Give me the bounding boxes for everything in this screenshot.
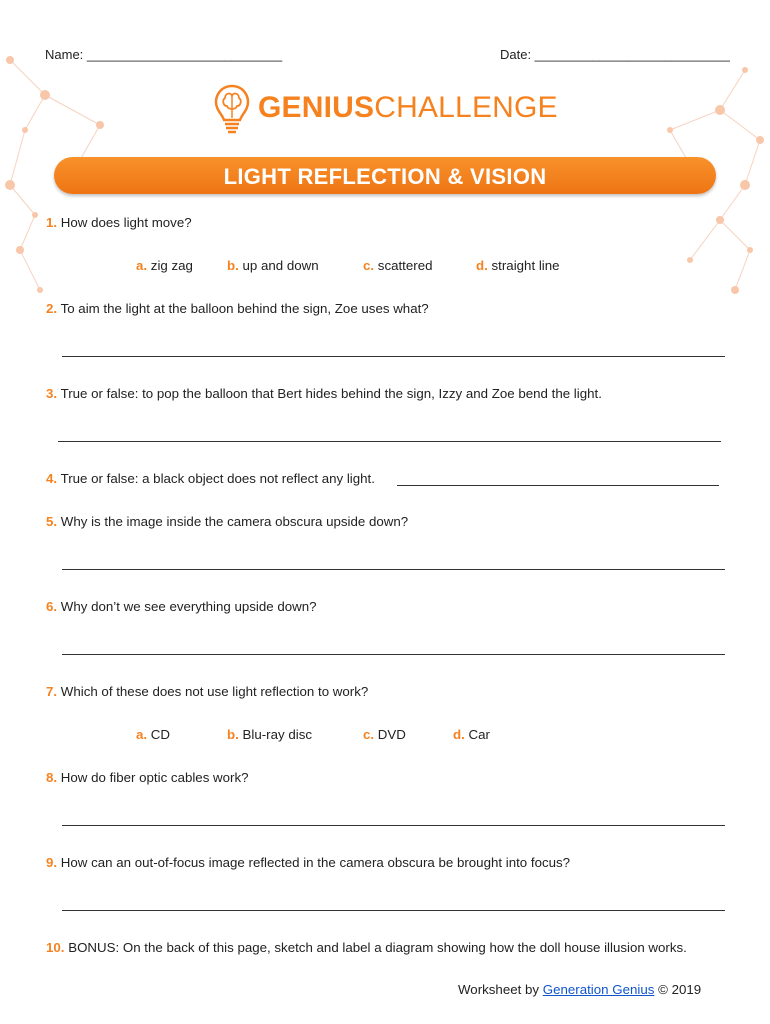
question-10: 10. BONUS: On the back of this page, sketch and label a diagram showing how the doll house illusion works. (46, 940, 687, 955)
question-5: 5. Why is the image inside the camera obscura upside down? (46, 514, 409, 529)
name-field[interactable]: Name: ___________________________ (45, 47, 283, 62)
answer-line-3[interactable] (58, 441, 721, 442)
answer-line-5[interactable] (62, 569, 725, 570)
question-3: 3. True or false: to pop the balloon that Bert hides behind the sign, Izzy and Zoe bend the light. (46, 386, 602, 401)
footer-credit: Worksheet by Generation Genius © 2019 (458, 982, 702, 997)
q7-option-c[interactable]: c. DVD (363, 727, 406, 742)
q7-option-d[interactable]: d. Car (453, 727, 490, 742)
answer-line-6[interactable] (62, 654, 725, 655)
worksheet-title: LIGHT REFLECTION & VISION (223, 164, 547, 189)
title-banner (54, 157, 716, 194)
lightbulb-brain-icon (214, 84, 250, 136)
q1-option-b[interactable]: b. up and down (227, 258, 319, 273)
answer-line-9[interactable] (62, 910, 725, 911)
question-7: 7. Which of these does not use light reflection to work? (46, 684, 369, 699)
q1-option-a[interactable]: a. zig zag (136, 258, 193, 273)
question-4: 4. True or false: a black object does not reflect any light. (46, 471, 375, 486)
answer-line-2[interactable] (62, 356, 725, 357)
question-1: 1. How does light move? (46, 215, 192, 230)
q1-option-c[interactable]: c. scattered (363, 258, 433, 273)
question-9: 9. How can an out-of-focus image reflected in the camera obscura be brought into focus? (46, 855, 571, 870)
question-2: 2. To aim the light at the balloon behind the sign, Zoe uses what? (46, 301, 429, 316)
logo-wordmark: GENIUSCHALLENGE (258, 91, 558, 124)
generation-genius-link[interactable]: Generation Genius (542, 982, 655, 997)
q1-option-d[interactable]: d. straight line (476, 258, 560, 273)
question-6: 6. Why don’t we see everything upside down? (46, 599, 317, 614)
q7-option-b[interactable]: b. Blu-ray disc (227, 727, 312, 742)
answer-line-4[interactable] (397, 485, 719, 486)
q7-option-a[interactable]: a. CD (136, 727, 171, 742)
date-field[interactable]: Date: ___________________________ (500, 47, 730, 62)
answer-line-8[interactable] (62, 825, 725, 826)
question-8: 8. How do fiber optic cables work? (46, 770, 249, 785)
genius-challenge-logo (214, 84, 558, 136)
